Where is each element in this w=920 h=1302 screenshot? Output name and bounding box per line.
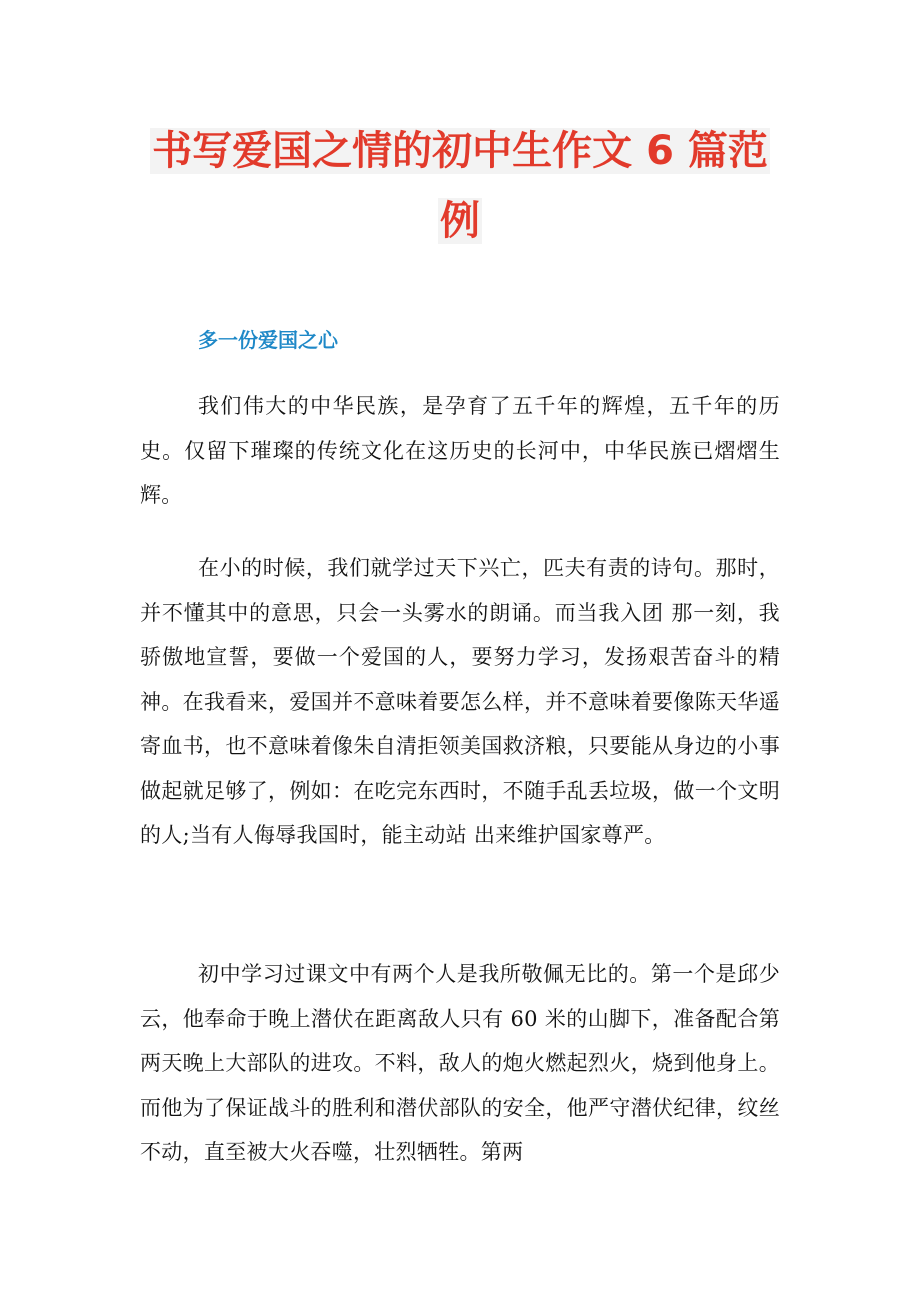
paragraph-1: 我们伟大的中华民族，是孕育了五千年的辉煌，五千年的历史。仅留下璀璨的传统文化在这历史的长河中，中华民族已熠熠生辉。 [140, 394, 780, 507]
section-title: 多一份爱国之心 [198, 328, 338, 352]
page-title [150, 116, 770, 256]
paragraph-2: 在小的时候，我们就学过天下兴亡，匹夫有责的诗句。那时，并不懂其中的意思，只会一头雾水的朗诵。而当我入团 那一刻，我骄傲地宣誓，要做一个爱国的人，要努力学习，发扬艰苦奋斗的精神。在我看来，爱国并不意味着要怎么样，并不意味着要像陈天华遥寄血书，也不意味着像朱自清拒领美国救济粮，只要能从身边的小事做起就足够了，例如：在吃完东西时，不随手乱丢垃圾，做一个文明的人;当有人侮辱我国时，能主动站 出来维护国家尊严。 [140, 556, 780, 847]
title-line-1: 书写爱国之情的初中生作文 6 篇范 [152, 128, 768, 174]
title-line-2: 例 [440, 198, 480, 244]
paragraph-3: 初中学习过课文中有两个人是我所敬佩无比的。第一个是邱少云，他奉命于晚上潜伏在距离敌人只有 60 米的山脚下，准备配合第两天晚上大部队的进攻。不料，敌人的炮火燃起烈火，烧到他身上。而他为了保证战斗的胜利和潜伏部队的安全，他严守潜伏纪律，纹丝不动，直至被大火吞噬，壮烈牺牲。第两 [140, 962, 780, 1164]
